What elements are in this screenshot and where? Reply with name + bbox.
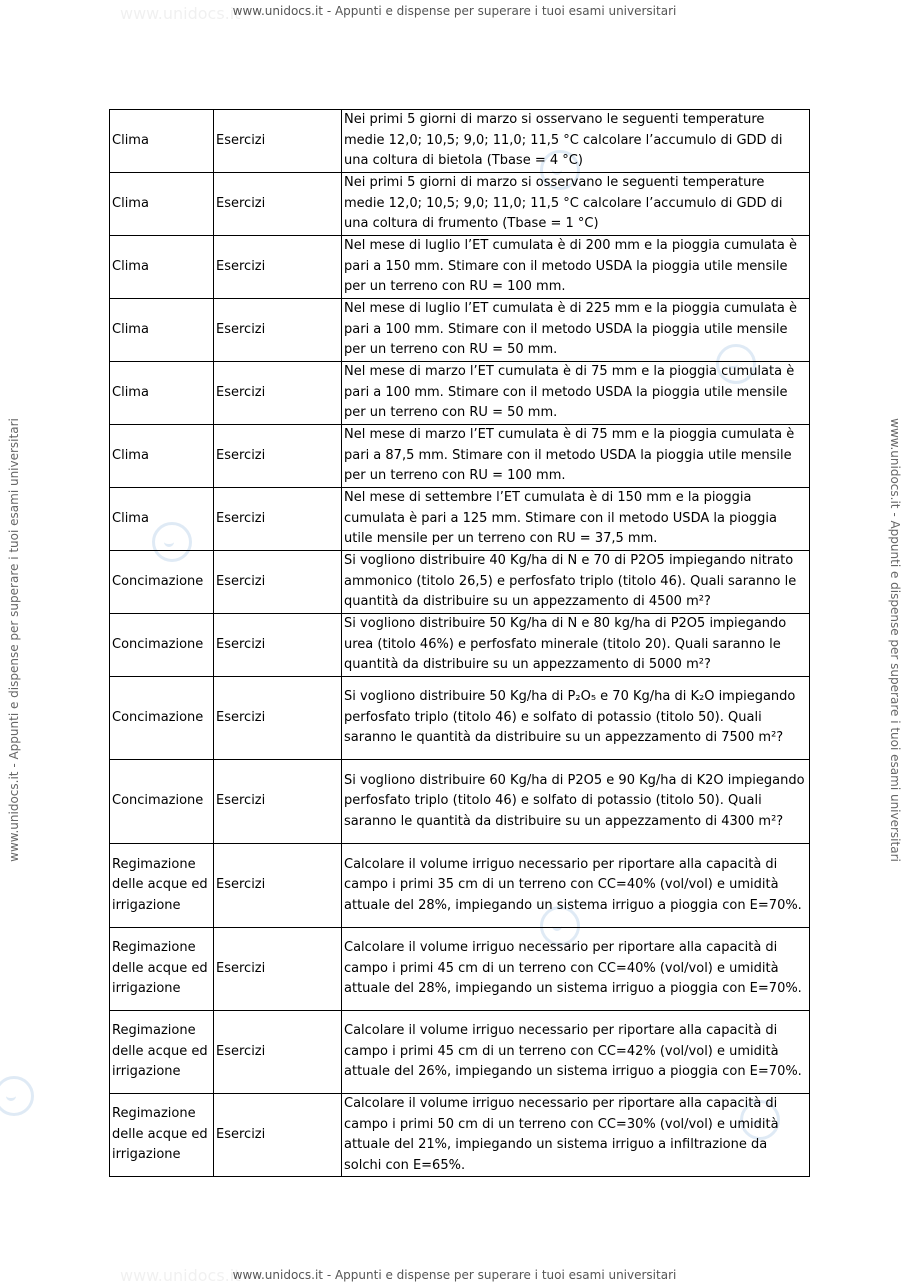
type-cell: Esercizi	[214, 1094, 342, 1177]
table-row	[110, 173, 810, 236]
type-cell: Esercizi	[214, 488, 342, 551]
topic-cell: Clima	[110, 425, 214, 488]
ghost-watermark: www.unidocs.it	[120, 1266, 241, 1285]
table-row	[110, 299, 810, 362]
exercise-text-cell: Si vogliono distribuire 40 Kg/ha di N e 70 di P2O5 impiegando nitrato ammonico (titolo 26,5) e perfosfato triplo (titolo 46). Quali saranno le quantità da distribuire su un appezzamento di 4500 m²?	[342, 551, 810, 614]
topic-cell: Clima	[110, 299, 214, 362]
type-cell: Esercizi	[214, 173, 342, 236]
watermark-top: www.unidocs.it - Appunti e dispense per superare i tuoi esami universitari	[232, 4, 677, 18]
topic-cell: Clima	[110, 236, 214, 299]
type-cell: Esercizi	[214, 425, 342, 488]
table-row	[110, 844, 810, 928]
topic-cell: Concimazione	[110, 551, 214, 614]
watermark-bottom: www.unidocs.it - Appunti e dispense per superare i tuoi esami universitari	[232, 1268, 677, 1282]
exercise-text-cell: Si vogliono distribuire 50 Kg/ha di N e 80 kg/ha di P2O5 impiegando urea (titolo 46%) e perfosfato minerale (titolo 20). Quali saranno le quantità da distribuire su un appezzamento di 5000 m²?	[342, 614, 810, 677]
type-cell: Esercizi	[214, 614, 342, 677]
type-cell: Esercizi	[214, 236, 342, 299]
topic-cell: Regimazione delle acque ed irrigazione	[110, 928, 214, 1011]
exercise-text-cell: Calcolare il volume irriguo necessario per riportare alla capacità di campo i primi 50 cm di un terreno con CC=30% (vol/vol) e umidità attuale del 21%, impiegando un sistema irriguo a infiltrazione da solchi con E=65%.	[342, 1094, 810, 1177]
ghost-watermark: www.unidocs.it	[120, 4, 241, 23]
exercise-text-cell: Nel mese di marzo l’ET cumulata è di 75 mm e la pioggia cumulata è pari a 87,5 mm. Stimare con il metodo USDA la pioggia utile mensile per un terreno con RU = 100 mm.	[342, 425, 810, 488]
topic-cell: Clima	[110, 362, 214, 425]
table-row	[110, 614, 810, 677]
table-row	[110, 425, 810, 488]
exercise-text-cell: Nel mese di luglio l’ET cumulata è di 200 mm e la pioggia cumulata è pari a 150 mm. Stimare con il metodo USDA la pioggia utile mensile per un terreno con RU = 100 mm.	[342, 236, 810, 299]
watermark-left: www.unidocs.it - Appunti e dispense per superare i tuoi esami universitari	[7, 418, 21, 862]
exercise-text-cell: Nei primi 5 giorni di marzo si osservano le seguenti temperature medie 12,0; 10,5; 9,0; 11,0; 11,5 °C calcolare l’accumulo di GDD di una coltura di bietola (Tbase = 4 °C)	[342, 110, 810, 173]
topic-cell: Clima	[110, 488, 214, 551]
type-cell: Esercizi	[214, 1011, 342, 1094]
type-cell: Esercizi	[214, 362, 342, 425]
watermark-right: www.unidocs.it - Appunti e dispense per superare i tuoi esami universitari	[888, 418, 902, 862]
type-cell: Esercizi	[214, 844, 342, 928]
type-cell: Esercizi	[214, 677, 342, 760]
table-row	[110, 760, 810, 844]
table-row	[110, 236, 810, 299]
exercise-text-cell: Calcolare il volume irriguo necessario per riportare alla capacità di campo i primi 45 cm di un terreno con CC=42% (vol/vol) e umidità attuale del 26%, impiegando un sistema irriguo a pioggia con E=70%.	[342, 1011, 810, 1094]
exercise-text-cell: Nel mese di settembre l’ET cumulata è di 150 mm e la pioggia cumulata è pari a 125 mm. Stimare con il metodo USDA la pioggia utile mensile per un terreno con RU = 37,5 mm.	[342, 488, 810, 551]
exercise-text-cell: Nel mese di marzo l’ET cumulata è di 75 mm e la pioggia cumulata è pari a 100 mm. Stimare con il metodo USDA la pioggia utile mensile per un terreno con RU = 50 mm.	[342, 362, 810, 425]
table-row	[110, 551, 810, 614]
exercise-text-cell: Nel mese di luglio l’ET cumulata è di 225 mm e la pioggia cumulata è pari a 100 mm. Stimare con il metodo USDA la pioggia utile mensile per un terreno con RU = 50 mm.	[342, 299, 810, 362]
type-cell: Esercizi	[214, 551, 342, 614]
exercise-text-cell: Si vogliono distribuire 50 Kg/ha di P₂O₅ e 70 Kg/ha di K₂O impiegando perfosfato triplo (titolo 46) e solfato di potassio (titolo 50). Quali saranno le quantità da distribuire su un appezzamento di 7500 m²?	[342, 677, 810, 760]
exercise-text-cell: Nei primi 5 giorni di marzo si osservano le seguenti temperature medie 12,0; 10,5; 9,0; 11,0; 11,5 °C calcolare l’accumulo di GDD di una coltura di frumento (Tbase = 1 °C)	[342, 173, 810, 236]
table-row	[110, 1094, 810, 1177]
exercise-text-cell: Calcolare il volume irriguo necessario per riportare alla capacità di campo i primi 45 cm di un terreno con CC=40% (vol/vol) e umidità attuale del 28%, impiegando un sistema irriguo a pioggia con E=70%.	[342, 928, 810, 1011]
topic-cell: Concimazione	[110, 760, 214, 844]
topic-cell: Clima	[110, 110, 214, 173]
topic-cell: Regimazione delle acque ed irrigazione	[110, 1011, 214, 1094]
watermark-logo-icon	[0, 1076, 34, 1116]
table-row	[110, 928, 810, 1011]
type-cell: Esercizi	[214, 110, 342, 173]
exercise-text-cell: Si vogliono distribuire 60 Kg/ha di P2O5 e 90 Kg/ha di K2O impiegando perfosfato triplo (titolo 46) e solfato di potassio (titolo 50). Quali saranno le quantità da distribuire su un appezzamento di 4300 m²?	[342, 760, 810, 844]
table-row	[110, 362, 810, 425]
topic-cell: Regimazione delle acque ed irrigazione	[110, 844, 214, 928]
table-row	[110, 110, 810, 173]
type-cell: Esercizi	[214, 760, 342, 844]
topic-cell: Clima	[110, 173, 214, 236]
topic-cell: Concimazione	[110, 677, 214, 760]
table-row	[110, 677, 810, 760]
exercises-table	[109, 109, 810, 1177]
table-row	[110, 1011, 810, 1094]
topic-cell: Regimazione delle acque ed irrigazione	[110, 1094, 214, 1177]
type-cell: Esercizi	[214, 928, 342, 1011]
table-row	[110, 488, 810, 551]
type-cell: Esercizi	[214, 299, 342, 362]
exercise-text-cell: Calcolare il volume irriguo necessario per riportare alla capacità di campo i primi 35 cm di un terreno con CC=40% (vol/vol) e umidità attuale del 28%, impiegando un sistema irriguo a pioggia con E=70%.	[342, 844, 810, 928]
topic-cell: Concimazione	[110, 614, 214, 677]
